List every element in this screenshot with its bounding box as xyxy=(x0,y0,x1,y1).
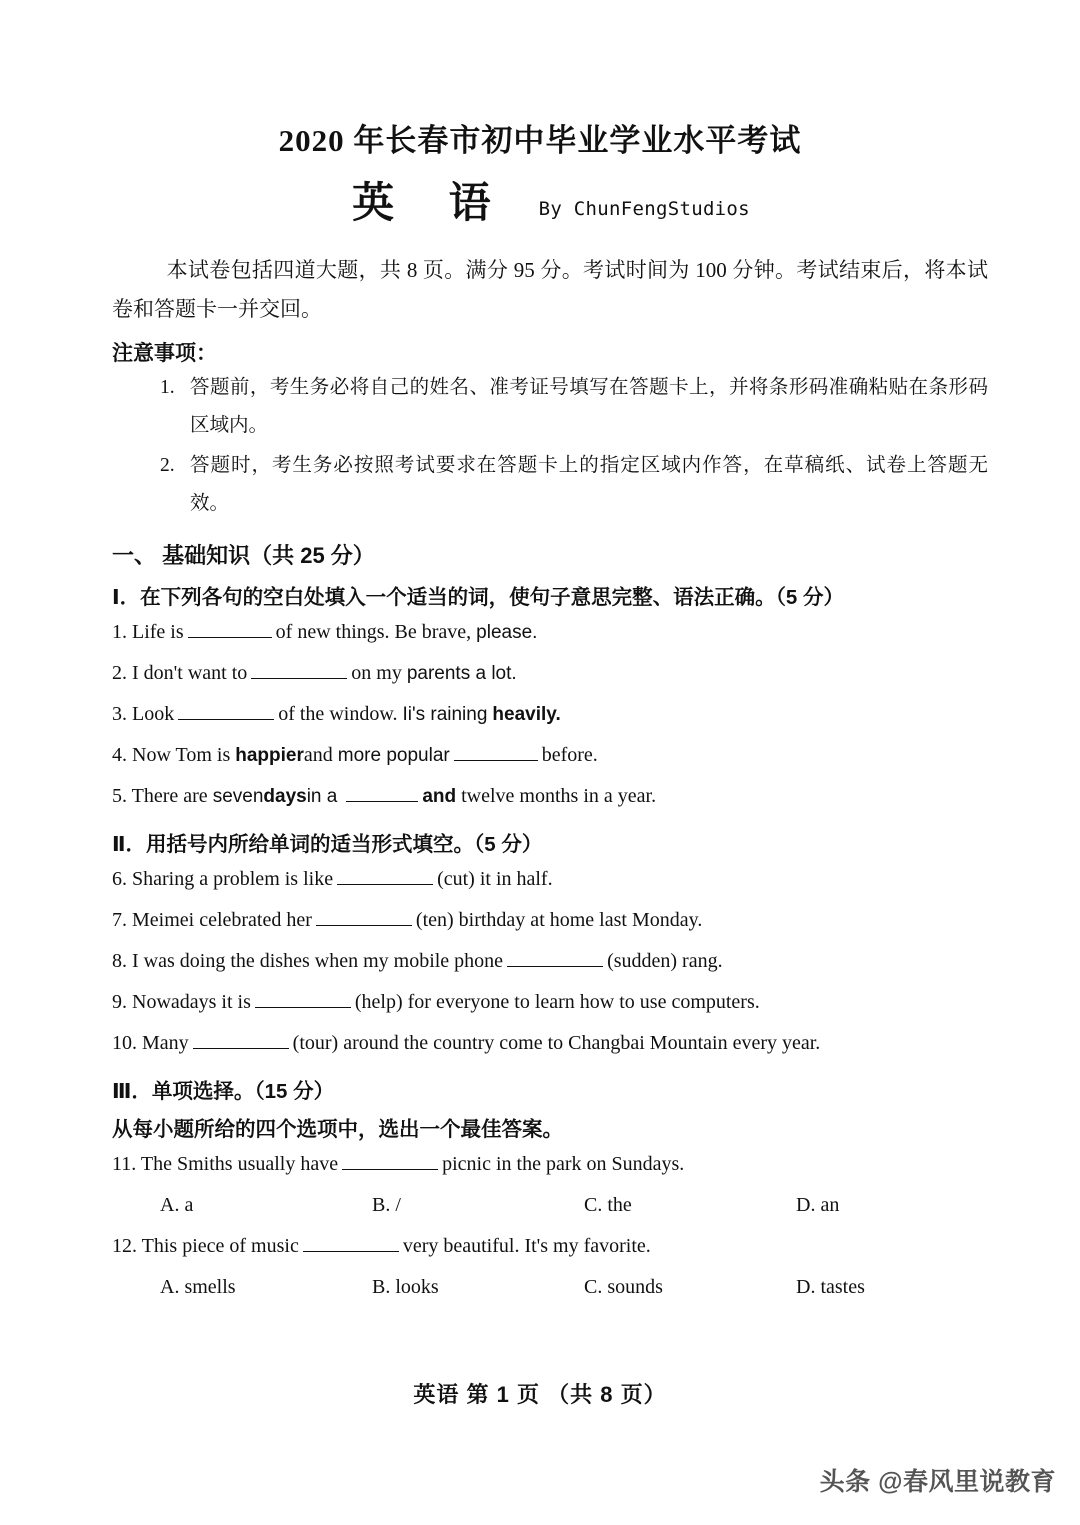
question-number: 4. xyxy=(112,744,127,767)
answer-blank[interactable] xyxy=(316,925,412,926)
list-item xyxy=(160,369,988,445)
answer-blank[interactable] xyxy=(337,884,433,885)
question-text-pre: The Smiths usually have xyxy=(140,1153,339,1176)
notice-list xyxy=(112,369,988,523)
question-text-post: on my xyxy=(351,662,402,685)
option-d[interactable]: D. tastes xyxy=(796,1276,865,1299)
option-a[interactable]: A. smells xyxy=(160,1276,236,1299)
question-4 xyxy=(112,735,988,776)
exam-intro-paragraph: 本试卷包括四道大题，共 8 页。满分 95 分。考试时间为 100 分钟。考试结束后，将本试卷和答题卡一并交回。 xyxy=(112,258,988,322)
question-12-options xyxy=(112,1267,988,1308)
option-a[interactable]: A. a xyxy=(160,1194,194,1217)
question-text-post: of new things. Be brave, xyxy=(275,621,472,644)
question-number: 11. xyxy=(112,1153,137,1176)
answer-blank[interactable] xyxy=(255,1007,351,1008)
answer-blank[interactable] xyxy=(178,719,274,720)
question-1 xyxy=(112,612,988,653)
question-text-post: (cut) it in half. xyxy=(437,868,553,891)
question-text-pre: There are xyxy=(131,785,208,808)
option-b[interactable]: B. / xyxy=(372,1194,401,1217)
question-text-mid-c: in a xyxy=(306,786,338,808)
question-11-options xyxy=(112,1185,988,1226)
option-c[interactable]: C. sounds xyxy=(584,1276,663,1299)
question-text-pre: Nowadays it is xyxy=(132,991,251,1014)
notice-heading: 注意事项： xyxy=(112,342,217,366)
question-text-post-alt: please. xyxy=(476,622,538,644)
question-5 xyxy=(112,776,988,817)
question-2 xyxy=(112,653,988,694)
list-item xyxy=(160,447,988,523)
question-text-pre: This piece of music xyxy=(141,1235,299,1258)
page-title: 2020 年长春市初中毕业学业水平考试 xyxy=(278,123,802,158)
question-8 xyxy=(112,941,988,982)
question-text-post: before. xyxy=(541,744,598,767)
part-III-directive: 从每小题所给的四个选项中，选出一个最佳答案。 xyxy=(112,1118,563,1142)
question-10 xyxy=(112,1023,988,1064)
question-text-mid-b: days xyxy=(263,786,307,808)
question-text-post: picnic in the park on Sundays. xyxy=(442,1153,685,1176)
option-c[interactable]: C. the xyxy=(584,1194,632,1217)
answer-blank[interactable] xyxy=(188,637,272,638)
question-text-pre: Many xyxy=(142,1032,189,1055)
subject-title-row xyxy=(0,181,1080,227)
question-number: 10. xyxy=(112,1032,137,1055)
question-6 xyxy=(112,859,988,900)
question-text-pre: Look xyxy=(132,703,175,726)
question-number: 6. xyxy=(112,868,127,891)
question-11 xyxy=(112,1144,988,1185)
question-text-mid-b: and xyxy=(303,744,333,767)
question-text-post-alt: parents a lot. xyxy=(406,663,517,685)
question-text-post: (ten) birthday at home last Monday. xyxy=(415,909,703,932)
question-number: 1. xyxy=(112,621,127,644)
byline-credit: By ChunFengStudios xyxy=(538,198,750,221)
question-text-post-a: and xyxy=(422,786,457,808)
question-number: 3. xyxy=(112,703,127,726)
part-II-heading: Ⅱ．用括号内所给单词的适当形式填空。（5 分） xyxy=(112,833,543,857)
answer-blank[interactable] xyxy=(454,760,538,761)
question-text-mid-c: more popular xyxy=(337,745,450,767)
question-text-post-b: twelve months in a year. xyxy=(461,785,657,808)
paper-content xyxy=(0,251,1080,1308)
question-9 xyxy=(112,982,988,1023)
question-3 xyxy=(112,694,988,735)
answer-blank[interactable] xyxy=(193,1048,289,1049)
part-III-heading: Ⅲ．单项选择。（15 分） xyxy=(112,1080,335,1104)
question-number: 9. xyxy=(112,991,127,1014)
question-text-pre: Life is xyxy=(132,621,184,644)
question-text-post: (help) for everyone to learn how to use computers. xyxy=(354,991,760,1014)
notice-number: 1. xyxy=(160,377,175,399)
question-12 xyxy=(112,1226,988,1267)
notice-text: 答题时，考生务必按照考试要求在答题卡上的指定区域内作答，在草稿纸、试卷上答题无效。 xyxy=(190,455,988,515)
question-number: 8. xyxy=(112,950,127,973)
section-heading-one: 一、 基础知识（共 25 分） xyxy=(112,543,375,569)
question-text-pre: Sharing a problem is like xyxy=(132,868,334,891)
question-text-mid-alt: Ii's raining xyxy=(402,704,488,726)
question-text-pre: I was doing the dishes when my mobile phone xyxy=(132,950,504,973)
answer-blank[interactable] xyxy=(342,1169,438,1170)
question-number: 2. xyxy=(112,662,127,685)
answer-blank[interactable] xyxy=(251,678,347,679)
question-text-post: (sudden) rang. xyxy=(607,950,723,973)
question-number: 12. xyxy=(112,1235,137,1258)
answer-blank[interactable] xyxy=(507,966,603,967)
question-text-pre: Now Tom is xyxy=(132,744,231,767)
question-text-pre: I don't want to xyxy=(132,662,248,685)
question-text-post: (tour) around the country come to Changbai Mountain every year. xyxy=(292,1032,821,1055)
question-text-mid-a: seven xyxy=(212,786,264,808)
question-number: 5. xyxy=(112,785,127,808)
question-text-mid-a: happier xyxy=(235,745,304,767)
subject-title: 英 语 xyxy=(352,181,513,228)
question-text-post: very beautiful. It's my favorite. xyxy=(402,1235,651,1258)
option-d[interactable]: D. an xyxy=(796,1194,840,1217)
answer-blank[interactable] xyxy=(346,801,418,802)
watermark: 头条 @春风里说教育 xyxy=(819,1468,1056,1496)
notice-number: 2. xyxy=(160,455,175,477)
question-text-pre: Meimei celebrated her xyxy=(132,909,312,932)
question-text-post: of the window. xyxy=(278,703,398,726)
part-I-heading: Ⅰ．在下列各句的空白处填入一个适当的词，使句子意思完整、语法正确。（5 分） xyxy=(112,586,844,610)
notice-text: 答题前，考生务必将自己的姓名、准考证号填写在答题卡上，并将条形码准确粘贴在条形码区域内。 xyxy=(190,377,988,437)
answer-blank[interactable] xyxy=(303,1251,399,1252)
question-text-post-alt: heavily. xyxy=(492,704,561,726)
question-number: 7. xyxy=(112,909,127,932)
question-7 xyxy=(112,900,988,941)
page-footer: 英语 第 1 页 （共 8 页） xyxy=(413,1382,667,1407)
option-b[interactable]: B. looks xyxy=(372,1276,439,1299)
